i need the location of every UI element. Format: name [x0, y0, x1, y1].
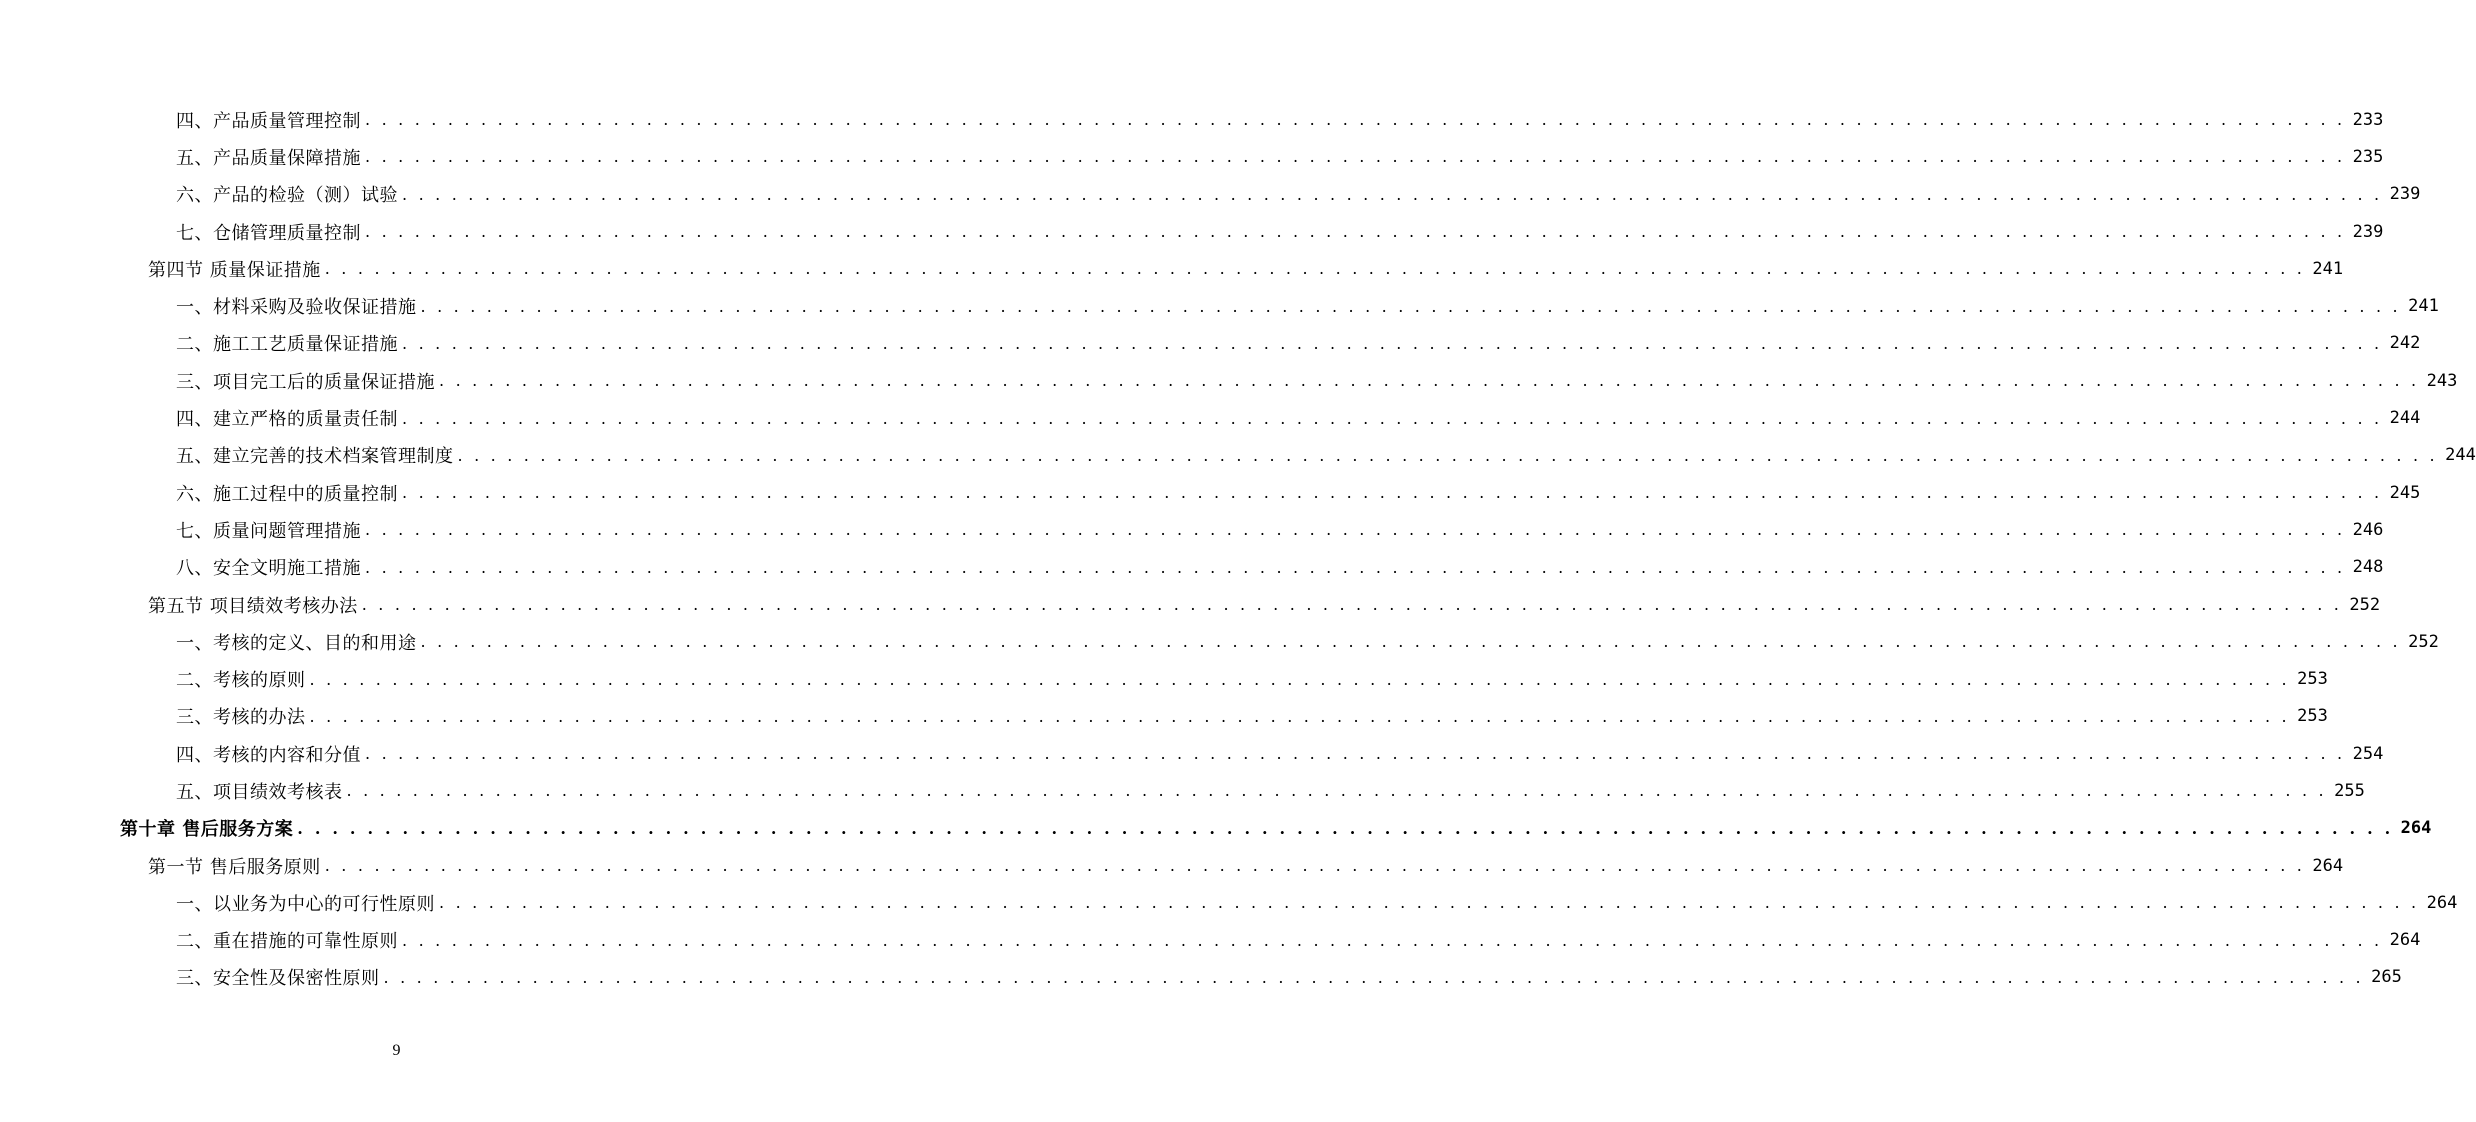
- toc-entry[interactable]: [0, 922, 2421, 959]
- toc-entry-title: 一、材料采购及验收保证措施: [176, 297, 417, 319]
- toc-entry[interactable]: [0, 772, 2365, 809]
- toc-entry[interactable]: [0, 586, 2381, 623]
- toc-entry-title: 二、考核的原则: [176, 670, 306, 692]
- toc-dot-leader: . . . . . . . . . . . . . . . . . . . . . . . . . . . . . . . . . . . . . . . . . . . . . . . . . . . . . . . . . . . . . . . . . . . . . . . . . . . . . . . . . . . . . . . . . . . . . . . . . . . . . . . . . . . . . . . . . . . . . . . .: [402, 483, 2383, 503]
- toc-dot-leader: . . . . . . . . . . . . . . . . . . . . . . . . . . . . . . . . . . . . . . . . . . . . . . . . . . . . . . . . . . . . . . . . . . . . . . . . . . . . . . . . . . . . . . . . . . . . . . . . . . . . . . . . . . . . . . . . . . . . . . . .: [439, 371, 2420, 391]
- toc-dot-leader: . . . . . . . . . . . . . . . . . . . . . . . . . . . . . . . . . . . . . . . . . . . . . . . . . . . . . . . . . . . . . . . . . . . . . . . . . . . . . . . . . . . . . . . . . . . . . . . . . . . . . . . . . . . . . . . . . . . . . . . .: [439, 893, 2420, 913]
- toc-entry-title: 第十章 售后服务方案: [120, 819, 294, 841]
- toc-entry-page: 239: [2352, 221, 2384, 242]
- toc-dot-leader: . . . . . . . . . . . . . . . . . . . . . . . . . . . . . . . . . . . . . . . . . . . . . . . . . . . . . . . . . . . . . . . . . . . . . . . . . . . . . . . . . . . . . . . . . . . . . . . . . . . . . . . . . . . . . . . . . . . . . . . .: [365, 110, 2346, 130]
- toc-entry[interactable]: [0, 138, 2384, 175]
- toc-dot-leader: . . . . . . . . . . . . . . . . . . . . . . . . . . . . . . . . . . . . . . . . . . . . . . . . . . . . . . . . . . . . . . . . . . . . . . . . . . . . . . . . . . . . . . . . . . . . . . . . . . . . . . . . . . . . . . . . . . . . . . . .: [383, 967, 2364, 987]
- toc-entry[interactable]: [0, 101, 2384, 138]
- toc-entry-title: 二、施工工艺质量保证措施: [176, 334, 398, 356]
- toc-entry-page: 242: [2389, 333, 2421, 354]
- toc-entry-title: 六、施工过程中的质量控制: [176, 483, 398, 505]
- toc-entry[interactable]: [0, 847, 2344, 884]
- toc-entry[interactable]: [0, 660, 2328, 697]
- toc-entry[interactable]: [0, 623, 2439, 660]
- toc-dot-leader: . . . . . . . . . . . . . . . . . . . . . . . . . . . . . . . . . . . . . . . . . . . . . . . . . . . . . . . . . . . . . . . . . . . . . . . . . . . . . . . . . . . . . . . . . . . . . . . . . . . . . . . . . . . . . . . . . . . . . . . .: [346, 781, 2327, 801]
- toc-entry-page: 253: [2297, 669, 2328, 690]
- toc-entry-title: 五、产品质量保障措施: [176, 147, 361, 169]
- toc-entry[interactable]: [0, 549, 2384, 586]
- toc-entry-title: 四、产品质量管理控制: [176, 110, 361, 132]
- toc-entry[interactable]: [0, 735, 2384, 772]
- toc-entry-title: 六、产品的检验（测）试验: [176, 185, 398, 207]
- toc-entry-page: 248: [2352, 557, 2384, 578]
- toc-dot-leader: . . . . . . . . . . . . . . . . . . . . . . . . . . . . . . . . . . . . . . . . . . . . . . . . . . . . . . . . . . . . . . . . . . . . . . . . . . . . . . . . . . . . . . . . . . . . . . . . . . . . . . . . . . . . . . . . . . . . . . . .: [309, 706, 2290, 726]
- toc-entry[interactable]: [0, 362, 2458, 399]
- toc-entry-title: 五、项目绩效考核表: [176, 781, 343, 803]
- toc-entry-page: 244: [2389, 408, 2421, 429]
- toc-entry-title: 五、建立完善的技术档案管理制度: [176, 446, 454, 468]
- toc-entry-page: 246: [2352, 519, 2384, 540]
- toc-entry[interactable]: [0, 176, 2421, 213]
- toc-entry-title: 七、仓储管理质量控制: [176, 222, 361, 244]
- toc-entry-title: 八、安全文明施工措施: [176, 558, 361, 580]
- toc-entry[interactable]: [0, 474, 2421, 511]
- toc-entry-page: 244: [2445, 445, 2476, 466]
- toc-entry-page: 265: [2371, 967, 2402, 988]
- toc-entry[interactable]: [0, 325, 2421, 362]
- toc-dot-leader: . . . . . . . . . . . . . . . . . . . . . . . . . . . . . . . . . . . . . . . . . . . . . . . . . . . . . . . . . . . . . . . . . . . . . . . . . . . . . . . . . . . . . . . . . . . . . . . . . . . . . . . . . . . . . . . . . . . . . . . .: [365, 147, 2346, 167]
- toc-entry-page: 264: [2389, 930, 2421, 951]
- toc-entry[interactable]: [0, 287, 2439, 324]
- toc-entry-title: 三、考核的办法: [176, 707, 306, 729]
- toc-entry-title: 三、安全性及保密性原则: [176, 968, 380, 990]
- toc-dot-leader: . . . . . . . . . . . . . . . . . . . . . . . . . . . . . . . . . . . . . . . . . . . . . . . . . . . . . . . . . . . . . . . . . . . . . . . . . . . . . . . . . . . . . . . . . . . . . . . . . . . . . . . . . . . . . . . . . . . . . . . .: [361, 595, 2343, 614]
- toc-entry-page: 239: [2389, 184, 2421, 205]
- toc-dot-leader: . . . . . . . . . . . . . . . . . . . . . . . . . . . . . . . . . . . . . . . . . . . . . . . . . . . . . . . . . . . . . . . . . . . . . . . . . . . . . . . . . . . . . . . . . . . . . . . . . . . . . . . . . . . . . . . . . . . . . . . .: [365, 520, 2346, 540]
- toc-dot-leader: . . . . . . . . . . . . . . . . . . . . . . . . . . . . . . . . . . . . . . . . . . . . . . . . . . . . . . . . . . . . . . . . . . . . . . . . . . . . . . . . . . . . . . . . . . . . . . . . . . . . . . . . . . . . . . . . . . . . . . . .: [457, 445, 2438, 465]
- toc-dot-leader: . . . . . . . . . . . . . . . . . . . . . . . . . . . . . . . . . . . . . . . . . . . . . . . . . . . . . . . . . . . . . . . . . . . . . . . . . . . . . . . . . . . . . . . . . . . . . . . . . . . . . . . . . . . . . . . . . . . . . . . .: [324, 259, 2306, 279]
- toc-dot-leader: . . . . . . . . . . . . . . . . . . . . . . . . . . . . . . . . . . . . . . . . . . . . . . . . . . . . . . . . . . . . . . . . . . . . . . . . . . . . . . . . . . . . . . . . . . . . . . . . . . . . . . . . . . . . . . . . . . . . . . . .: [365, 222, 2346, 242]
- toc-entry-title: 四、建立严格的质量责任制: [176, 409, 398, 431]
- toc-entry-page: 245: [2389, 482, 2421, 503]
- toc-entry-page: 241: [2312, 258, 2344, 279]
- toc-entry-title: 三、项目完工后的质量保证措施: [176, 371, 435, 393]
- page-number: 9: [392, 1042, 401, 1059]
- toc-dot-leader: . . . . . . . . . . . . . . . . . . . . . . . . . . . . . . . . . . . . . . . . . . . . . . . . . . . . . . . . . . . . . . . . . . . . . . . . . . . . . . . . . . . . . . . . . . . . . . . . . . . . . . . . . . . . . . . . . . . . . . . .: [402, 184, 2383, 204]
- toc-entry-title: 七、质量问题管理措施: [176, 520, 361, 542]
- toc-entry[interactable]: [0, 884, 2458, 921]
- toc-entry-title: 第四节 质量保证措施: [148, 259, 321, 281]
- toc-dot-leader: . . . . . . . . . . . . . . . . . . . . . . . . . . . . . . . . . . . . . . . . . . . . . . . . . . . . . . . . . . . . . . . . . . . . . . . . . . . . . . . . . . . . . . . . . . . . . . . . . . . . . . . . . . . . . . . . . . . . . . . .: [324, 856, 2306, 876]
- toc-entry[interactable]: [0, 213, 2384, 250]
- toc-entry[interactable]: [0, 698, 2328, 735]
- toc-entry-page: 264: [2312, 855, 2344, 876]
- toc-entry-page: 241: [2408, 296, 2439, 317]
- table-of-contents: [0, 101, 2476, 996]
- toc-entry[interactable]: [0, 399, 2421, 436]
- toc-dot-leader: . . . . . . . . . . . . . . . . . . . . . . . . . . . . . . . . . . . . . . . . . . . . . . . . . . . . . . . . . . . . . . . . . . . . . . . . . . . . . . . . . . . . . . . . . . . . . . . . . . . . . . . . . . . . . . . . . . . . . . . .: [420, 632, 2401, 652]
- toc-dot-leader: . . . . . . . . . . . . . . . . . . . . . . . . . . . . . . . . . . . . . . . . . . . . . . . . . . . . . . . . . . . . . . . . . . . . . . . . . . . . . . . . . . . . . . . . . . . . . . . . . . . . . . . . . . . . . . . . . . . . . . . .: [402, 333, 2383, 353]
- toc-entry-page: 253: [2297, 706, 2328, 727]
- toc-entry-title: 一、以业务为中心的可行性原则: [176, 893, 435, 915]
- toc-entry[interactable]: [0, 437, 2476, 474]
- toc-entry-page: 264: [2400, 818, 2432, 839]
- toc-entry-title: 一、考核的定义、目的和用途: [176, 632, 417, 654]
- toc-dot-leader: . . . . . . . . . . . . . . . . . . . . . . . . . . . . . . . . . . . . . . . . . . . . . . . . . . . . . . . . . . . . . . . . . . . . . . . . . . . . . . . . . . . . . . . . . . . . . . . . . . . . . . . . . . . . . . . . . . . . . . . .: [297, 818, 2394, 838]
- toc-entry[interactable]: [0, 959, 2402, 996]
- toc-entry-page: 233: [2352, 109, 2384, 130]
- toc-entry-page: 254: [2352, 743, 2384, 764]
- toc-entry[interactable]: [0, 810, 2432, 847]
- toc-entry[interactable]: [0, 250, 2344, 287]
- toc-entry-title: 第一节 售后服务原则: [148, 856, 321, 878]
- toc-entry-title: 二、重在措施的可靠性原则: [176, 931, 398, 953]
- toc-dot-leader: . . . . . . . . . . . . . . . . . . . . . . . . . . . . . . . . . . . . . . . . . . . . . . . . . . . . . . . . . . . . . . . . . . . . . . . . . . . . . . . . . . . . . . . . . . . . . . . . . . . . . . . . . . . . . . . . . . . . . . . .: [402, 408, 2383, 428]
- toc-entry-page: 252: [2408, 631, 2439, 652]
- toc-dot-leader: . . . . . . . . . . . . . . . . . . . . . . . . . . . . . . . . . . . . . . . . . . . . . . . . . . . . . . . . . . . . . . . . . . . . . . . . . . . . . . . . . . . . . . . . . . . . . . . . . . . . . . . . . . . . . . . . . . . . . . . .: [309, 669, 2290, 689]
- toc-dot-leader: . . . . . . . . . . . . . . . . . . . . . . . . . . . . . . . . . . . . . . . . . . . . . . . . . . . . . . . . . . . . . . . . . . . . . . . . . . . . . . . . . . . . . . . . . . . . . . . . . . . . . . . . . . . . . . . . . . . . . . . .: [365, 744, 2346, 764]
- toc-dot-leader: . . . . . . . . . . . . . . . . . . . . . . . . . . . . . . . . . . . . . . . . . . . . . . . . . . . . . . . . . . . . . . . . . . . . . . . . . . . . . . . . . . . . . . . . . . . . . . . . . . . . . . . . . . . . . . . . . . . . . . . .: [365, 557, 2346, 577]
- toc-entry-page: 243: [2426, 370, 2458, 391]
- toc-entry-page: 252: [2349, 594, 2381, 615]
- toc-entry-page: 264: [2426, 892, 2458, 913]
- toc-entry-title: 第五节 项目绩效考核办法: [148, 595, 358, 617]
- toc-entry-page: 235: [2352, 146, 2384, 167]
- toc-dot-leader: . . . . . . . . . . . . . . . . . . . . . . . . . . . . . . . . . . . . . . . . . . . . . . . . . . . . . . . . . . . . . . . . . . . . . . . . . . . . . . . . . . . . . . . . . . . . . . . . . . . . . . . . . . . . . . . . . . . . . . . .: [402, 930, 2383, 950]
- toc-entry-page: 255: [2334, 780, 2365, 801]
- toc-dot-leader: . . . . . . . . . . . . . . . . . . . . . . . . . . . . . . . . . . . . . . . . . . . . . . . . . . . . . . . . . . . . . . . . . . . . . . . . . . . . . . . . . . . . . . . . . . . . . . . . . . . . . . . . . . . . . . . . . . . . . . . .: [420, 296, 2401, 316]
- toc-entry-title: 四、考核的内容和分值: [176, 744, 361, 766]
- toc-entry[interactable]: [0, 511, 2384, 548]
